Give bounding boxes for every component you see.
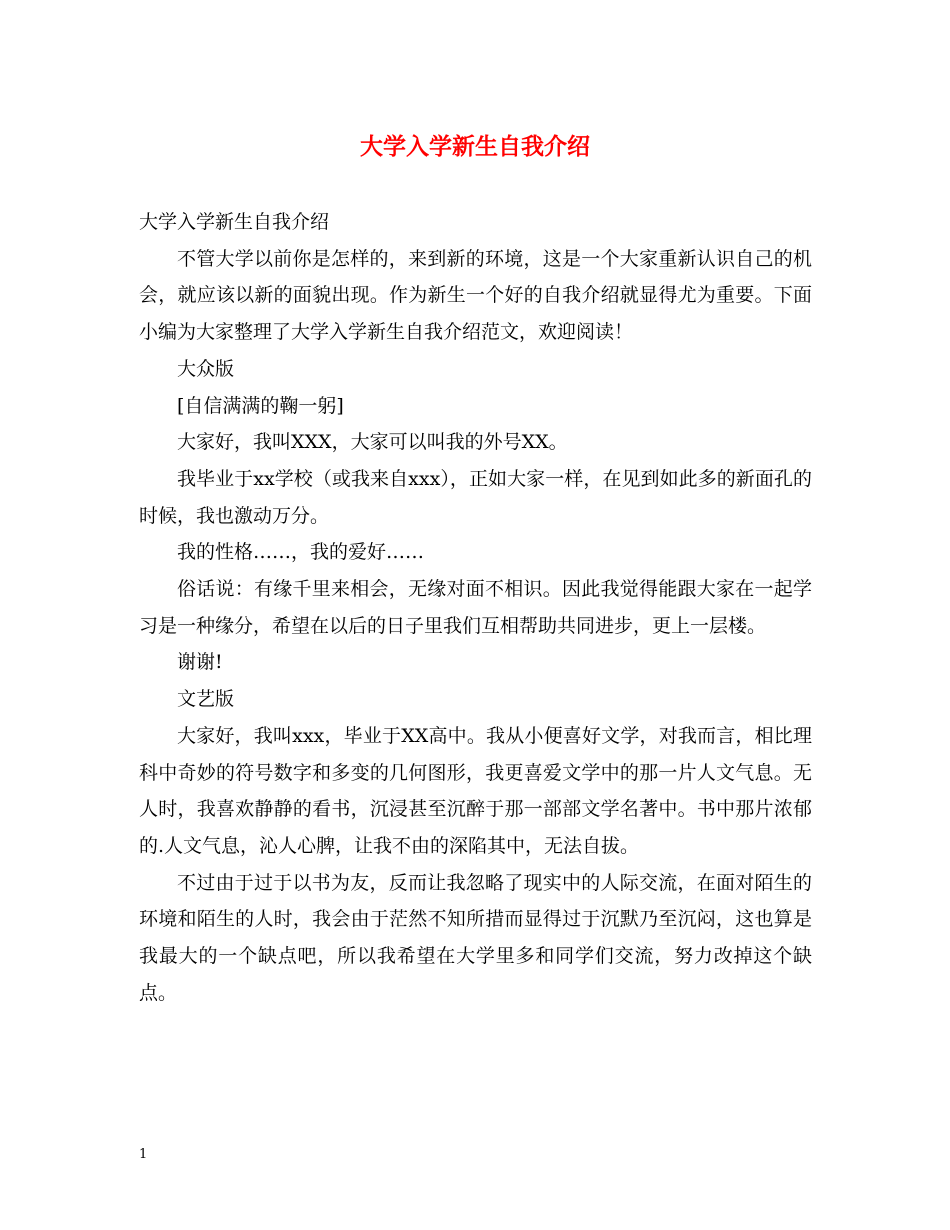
paragraph-literary-flaw: 不过由于过于以书为友，反而让我忽略了现实中的人际交流，在面对陌生的环境和陌生的人时，我会由于茫然不知所措而显得过于沉默乃至沉闷，这也算是我最大的一个缺点吧，所以我希望在大学里多和同学们交流，努力改掉这个缺点。 (139, 871, 812, 1004)
paragraph-thanks: 谢谢! (177, 651, 223, 674)
section-heading-popular: 大众版 (177, 357, 235, 380)
section-heading-literary: 文艺版 (177, 688, 235, 711)
paragraph-intro: 不管大学以前你是怎样的，来到新的环境，这是一个大家重新认识自己的机会，就应该以新的面貌出现。作为新生一个好的自我介绍就显得尤为重要。下面小编为大家整理了大学入学新生自我介绍范文，欢迎阅读！ (139, 247, 812, 344)
paragraph-stage-direction: [自信满满的鞠一躬] (177, 394, 344, 417)
paragraph-heading: 大学入学新生自我介绍 (139, 211, 330, 233)
paragraph-literary-intro: 大家好，我叫xxx，毕业于XX高中。我从小便喜好文学，对我而言，相比理科中奇妙的符号数字和多变的几何图形，我更喜爱文学中的那一片人文气息。无人时，我喜欢静静的看书，沉浸甚至沉醉于那一部部文学名著中。书中那片浓郁的.人文气息，沁人心脾，让我不由的深陷其中，无法自拔。 (139, 724, 812, 857)
paragraph-school: 我毕业于xx学校（或我来自xxx），正如大家一样，在见到如此多的新面孔的时候，我也激动万分。 (139, 467, 812, 527)
page-number: 1 (139, 1147, 148, 1162)
document-title: 大学入学新生自我介绍 (360, 133, 590, 160)
paragraph-greeting: 大家好，我叫XXX，大家可以叫我的外号XX。 (177, 431, 568, 454)
document-body (139, 204, 812, 1011)
paragraph-proverb: 俗话说：有缘千里来相会，无缘对面不相识。因此我觉得能跟大家在一起学习是一种缘分，希望在以后的日子里我们互相帮助共同进步，更上一层楼。 (139, 578, 812, 637)
paragraph-personality: 我的性格……，我的爱好…… (177, 541, 425, 564)
